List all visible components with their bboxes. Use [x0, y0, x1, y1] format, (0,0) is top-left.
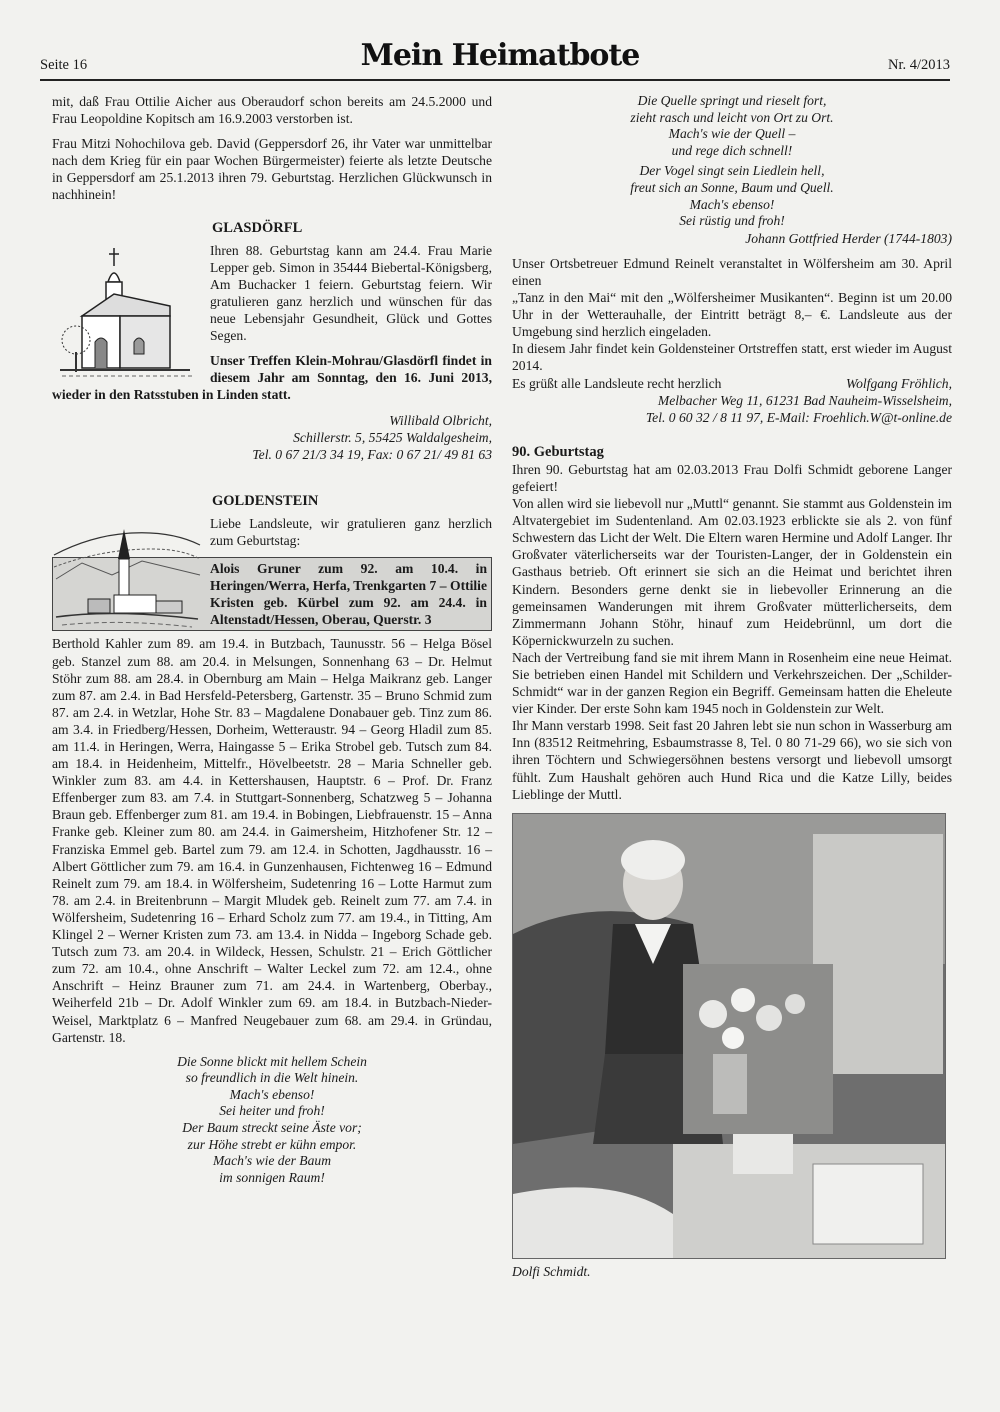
issue-number: Nr. 4/2013	[887, 57, 950, 73]
poem-line: so freundlich in die Welt hinein.	[185, 1070, 359, 1086]
birthday-paragraph-4: Ihr Mann verstarb 1998. Seit fast 20 Jahren lebt sie nun schon in Wasserburg am Inn (83512 Reitmehring, Esbaumstrasse 8, Tel. 0 80 71-29 66), wo sie sich von ihren Töchtern und Schwiegersöhnen bestens versorgt und liebevoll umsorgt fühlt. Zum Haushalt gehören auch Hund Rica und die Katze Lilly, beides Lieblinge der Muttl.	[512, 718, 952, 802]
event-paragraph-3: In diesem Jahr findet kein Goldensteiner Ortstreffen statt, erst wieder im August 2014.	[512, 341, 952, 374]
photo-caption: Dolfi Schmidt.	[512, 1263, 591, 1279]
poem-line: und rege dich schnell!	[671, 142, 793, 158]
goldenstein-highlight-box: Alois Gruner zum 92. am 10.4. in Heringen/Werra, Herfa, Trenkgarten 7 – Ottilie Kristen geb. Kürbel zum 92. am 24.4. in Altenstadt/Hessen, Oberau, Querstr. 3	[52, 557, 492, 631]
event-paragraph-2: „Tanz in den Mai“ mit den „Wölfersheimer Musikanten“. Beginn ist um 20.00 Uhr in der Wetterauhalle, der Eintritt beträgt 8,– €. Landsleute aus der Umgebung sind herzlich eingeladen.	[512, 290, 952, 340]
masthead-logo: Mein Heimatbote	[360, 38, 640, 73]
glasdoerfl-signature-name: Willibald Olbricht,	[389, 412, 492, 428]
intro-paragraph-1: mit, daß Frau Ottilie Aicher aus Oberaudorf schon bereits am 24.5.2000 und Frau Leopoldine Kopitsch am 16.9.2003 verstorben ist.	[52, 94, 492, 127]
intro-paragraph-2: Frau Mitzi Nohochilova geb. David (Geppersdorf 26, ihr Vater war unmittelbar nach dem Krieg für ein paar Wochen Bürgermeister) feierte als letzte Deutsche in Geppersdorf am 25.1.2013 ihren 79. Geburtstag. Herzlichen Glückwunsch in nachhinein!	[52, 136, 492, 203]
goldenstein-birthday-list: Berthold Kahler zum 89. am 19.4. in Butzbach, Taunusstr. 56 – Helga Bösel geb. Stanzel zum 88. am 20.4. in Melsungen, Sonnenhang 63 – Dr. Helmut Stöhr zum 88. am 28.4. in Obernburg am Main – Helga Maikranz geb. Langer zum 87. am 2.4. in Bad Hersfeld-Petersberg, Gartenstr. 35 – Bruno Schmid zum 87. am 2.4. in Wetzlar, Hohe Str. 83 – Magdalene Donabauer geb. Tinz zum 86. am 3.4. in Friedberg/Hessen, Dorheim, Wetteraustr. 94 – Georg Hladil zum 85. am 11.4. in Heringen, Werra, Haingasse 5 – Erika Strobel geb. Tutsch zum 84. am 18.4. in Heidenheim, Mittelfr., Hövelbeetstr. 28 – Maria Schneller geb. Winkler zum 83. am 4.4. in Kettershausen, Hauptstr. 6 – Prof. Dr. Franz Effenberger zum 83. am 7.4. in Stuttgart-Sonnenberg, Schatzweg 5 – Johanna Braun geb. Effenberger zum 81. am 19.4. in Bobingen, Liebfrauenstr. 15 – Anna Franke geb. Kleiner zum 80. am 24.4. in Gaimersheim, Hitzhofener Str. 12 – Franziska Emmel geb. Bartel zum 79. am 12.4. in Schotten, Jagdhausstr. 16 – Albert Göttlicher zum 79. am 16.4. in Gunzenhausen, Fichtenweg 16 – Edmund Reinelt zum 79. am 18.4. in Wölfersheim, Sudetenring 16 – Lotte Harmut zum 78. am 2.4. in Breitenbrunn – Margit Mludek geb. Reinelt zum 77. am 7.4. in Wölfersheim, Sudetenring 16 – Erhard Scholz zum 77. am 19.4., in Titting, Am Klingel 2 – Werner Kristen zum 73. am 13.4. in Nidda – Ingeborg Schade geb. Tutsch zum 73. am 20.4. in Wildeck, Hessen, Schulstr. 21 – Erich Göttlicher zum 72. am 10.4., ohne Anschrift – Walter Leckel zum 72. am 12.4., ohne Anschrift – Heinz Brauner zum 71. am 24.4. in Wartenberg, Oberbay., Weiherfeld 21b – Dr. Adolf Winkler zum 69. am 18.4. in Butzbach-Nieder-Weisel, Marktplatz 6 – Manfred Neugebauer zum 68. am 29.4. in Gründau, Gartenstr. 18.	[52, 636, 492, 1045]
poem-line: Sei rüstig und froh!	[679, 213, 785, 229]
poem-line: im sonnigen Raum!	[219, 1169, 325, 1185]
poem-line: Mach's ebenso!	[689, 196, 775, 212]
goldenstein-greeting: Liebe Landsleute, wir gratulieren ganz herzlich zum Geburtstag:	[210, 515, 492, 548]
poem-line: zur Höhe strebt er kühn empor.	[187, 1136, 357, 1152]
photo-dolfi-schmidt	[512, 813, 946, 1259]
poem-line: freut sich an Sonne, Baum und Quell.	[630, 179, 834, 195]
birthday-title: 90. Geburtstag	[512, 443, 604, 460]
birthday-paragraph-3: Nach der Vertreibung fand sie mit ihrem Mann in Rosenheim eine neue Heimat. Sie betrieben einen Handel mit Schildern und Verkehrszeichen. Der „Schilder-Schmidt“ war in der ganzen Region ein Begriff. Gemeinsam hatten die Eheleute vier Kinder. Der erste Sohn kam 1945 noch in Goldenstein zur Welt.	[512, 649, 952, 717]
glasdoerfl-meeting: Unser Treffen Klein-Mohrau/Glasdörfl findet in diesem Jahr am Sonntag, den 16. Juni 2013, wieder in den Ratsstuben in Linden statt.	[52, 353, 492, 403]
village-illustration	[52, 515, 202, 633]
header-rule	[40, 79, 950, 81]
goldenstein-section	[52, 515, 492, 1046]
poem-line: Die Quelle springt und rieselt fort,	[637, 93, 827, 108]
poem-line: zieht rasch und leicht von Ort zu Ort.	[630, 109, 834, 125]
greeting-text: Es grüßt alle Landsleute recht herzlich	[512, 375, 722, 391]
right-poem	[512, 93, 952, 230]
greeting-tel: Tel. 0 60 32 / 8 11 97, E-Mail: Froehlich.W@t-online.de	[645, 409, 952, 425]
event-paragraph-1: Unser Ortsbetreuer Edmund Reinelt veranstaltet in Wölfersheim am 30. April einen	[512, 255, 952, 288]
poem-author: Johann Gottfried Herder (1744-1803)	[745, 230, 952, 246]
glasdoerfl-title: GLASDÖRFL	[212, 219, 303, 236]
poem-line: Der Vogel singt sein Liedlein hell,	[639, 163, 825, 179]
chapel-illustration	[52, 242, 202, 382]
greeting-line	[512, 375, 952, 392]
right-column	[512, 93, 952, 1280]
goldenstein-title: GOLDENSTEIN	[212, 492, 319, 509]
poem-line: Die Sonne blickt mit hellem Schein	[177, 1053, 367, 1069]
greeting-address: Melbacher Weg 11, 61231 Bad Nauheim-Wisselsheim,	[657, 392, 952, 408]
poem-line: Mach's wie der Baum	[212, 1153, 332, 1169]
glasdoerfl-text: Ihren 88. Geburtstag kann am 24.4. Frau Marie Lepper geb. Simon in 35444 Biebertal-Königsberg, Am Buchacker 1 feiern. Geburtstag feiern. Wir gratulieren ganz herzlich und wünschen für das neue Lebensjahr Gesundheit, Glück und Gottes Segen.	[210, 242, 492, 344]
poem-line: Der Baum streckt seine Äste vor;	[182, 1120, 362, 1136]
glasdoerfl-signature-address: Schillerstr. 5, 55425 Waldalgesheim,	[293, 429, 492, 445]
glasdoerfl-section	[52, 242, 492, 463]
page-number: Seite 16	[40, 57, 88, 73]
glasdoerfl-signature-tel: Tel. 0 67 21/3 34 19, Fax: 0 67 21/ 49 81 63	[252, 446, 492, 462]
left-column	[52, 93, 492, 1186]
poem-line: Sei heiter und froh!	[219, 1103, 325, 1119]
poem-line: Mach's ebenso!	[229, 1086, 315, 1102]
birthday-paragraph-2: Von allen wird sie liebevoll nur „Muttl“ genannt. Sie stammt aus Goldenstein im Altvatergebiet im Sudentenland. Am 02.03.1923 erblickte sie als 2. von fünf Schwestern das Licht der Welt. Die Eltern waren Hermine und Adolf Langer. Ihr Großvater väterlicherseits war der Touristen-Langer, der in Goldenstein ein Gasthaus betrieb. Oft erinnert sie sich an die Heimat und berichtet ihren Kindern. Besonders gerne denkt sie in liebevoller Erinnerung an die gemeinsamen Wanderungen mit ihrem Großvater mütterlicherseits, dem Zimmermann Johann Stöhr, hinauf zum Heidebrünnl, um dort die Köpernickwurzeln zu suchen.	[512, 496, 952, 648]
left-poem	[52, 1054, 492, 1187]
poem-line: Mach's wie der Quell –	[668, 126, 796, 142]
greeting-name: Wolfgang Fröhlich,	[846, 375, 952, 391]
birthday-paragraph-1: Ihren 90. Geburtstag hat am 02.03.2013 Frau Dolfi Schmidt geborene Langer gefeiert!	[512, 461, 952, 494]
